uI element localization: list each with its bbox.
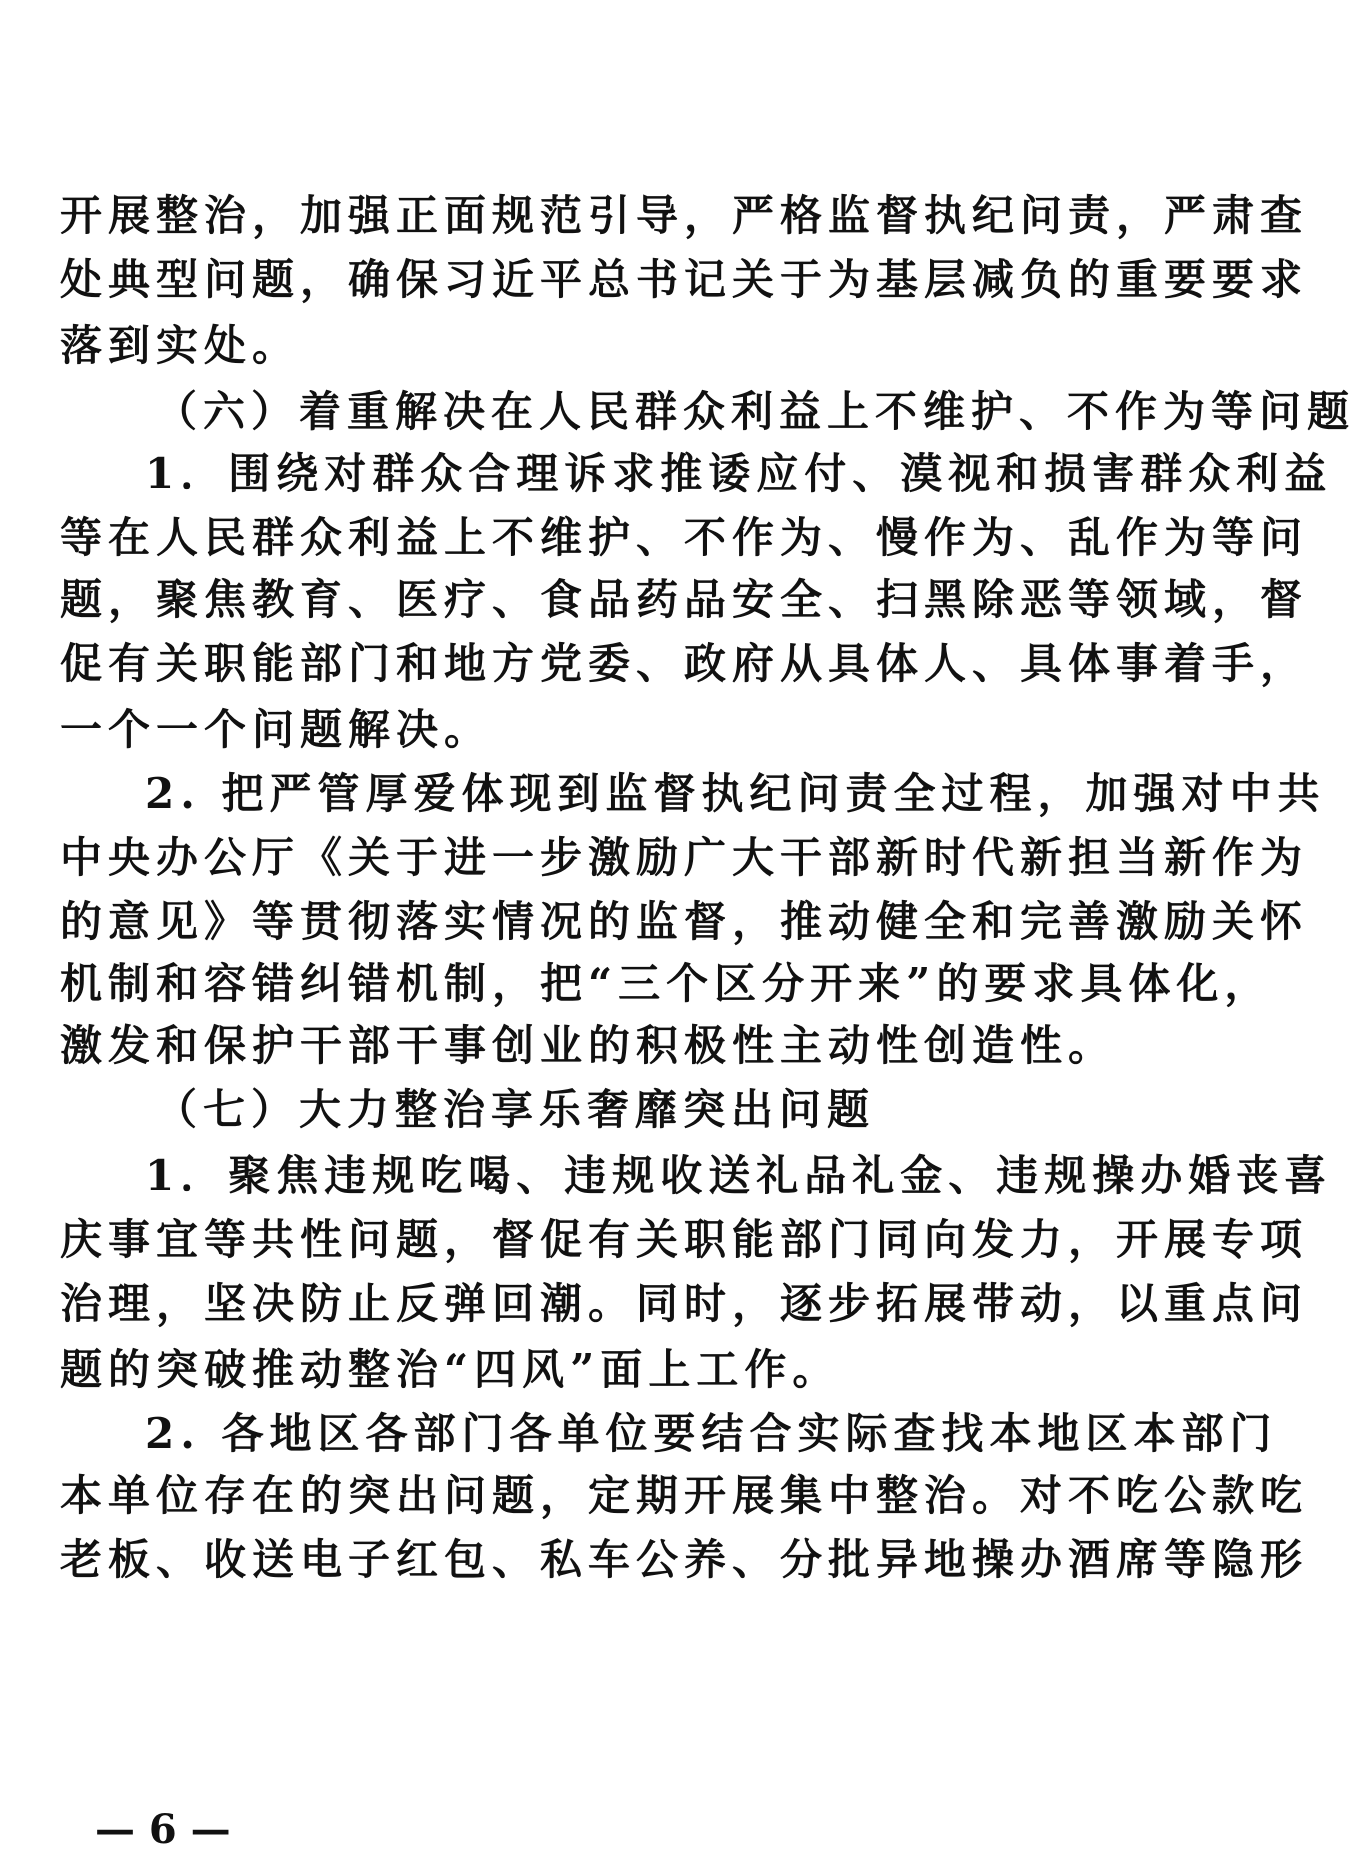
paragraph-line: 治理，坚决防止反弹回潮。同时，逐步拓展带动，以重点问 [60, 1279, 1309, 1328]
paragraph-line: 1．聚焦违规吃喝、违规收送礼品礼金、违规操办婚丧喜 [145, 1151, 1333, 1200]
paragraph-line: 本单位存在的突出问题，定期开展集中整治。对不吃公款吃 [60, 1471, 1309, 1520]
page-number: — 6 — [95, 1806, 231, 1853]
paragraph-line: 题的突破推动整治“四风”面上工作。 [60, 1345, 841, 1394]
paragraph-line: 落到实处。 [60, 321, 301, 370]
paragraph-line: 1．围绕对群众合理诉求推诿应付、漠视和损害群众利益 [145, 449, 1333, 498]
paragraph-line: 庆事宜等共性问题，督促有关职能部门同向发力，开展专项 [60, 1215, 1309, 1264]
paragraph-line: 一个一个问题解决。 [60, 705, 493, 754]
paragraph-line: 老板、收送电子红包、私车公养、分批异地操办酒席等隐形 [60, 1535, 1309, 1584]
paragraph-line: 2. 各地区各部门各单位要结合实际查找本地区本部门 [145, 1409, 1278, 1458]
paragraph-line: 中央办公厅《关于进一步激励广大干部新时代新担当新作为 [60, 833, 1309, 882]
paragraph-line: 开展整治，加强正面规范引导，严格监督执纪问责，严肃查 [60, 191, 1309, 240]
section-heading-7: （七）大力整治享乐奢靡突出问题 [155, 1085, 876, 1134]
paragraph-line: 激发和保护干部干事创业的积极性主动性创造性。 [60, 1021, 1117, 1070]
paragraph-line: 促有关职能部门和地方党委、政府从具体人、具体事着手， [60, 639, 1309, 688]
paragraph-line: 处典型问题，确保习近平总书记关于为基层减负的重要要求 [60, 255, 1309, 304]
paragraph-line: 的意见》等贯彻落实情况的监督，推动健全和完善激励关怀 [60, 897, 1309, 946]
paragraph-line: 题，聚焦教育、医疗、食品药品安全、扫黑除恶等领域，督 [60, 575, 1309, 624]
section-heading-6: （六）着重解决在人民群众利益上不维护、不作为等问题 [155, 387, 1355, 436]
paragraph-line: 机制和容错纠错机制，把“三个区分开来”的要求具体化， [60, 959, 1273, 1008]
paragraph-line: 2. 把严管厚爱体现到监督执纪问责全过程，加强对中共 [145, 769, 1326, 818]
paragraph-line: 等在人民群众利益上不维护、不作为、慢作为、乱作为等问 [60, 513, 1309, 562]
